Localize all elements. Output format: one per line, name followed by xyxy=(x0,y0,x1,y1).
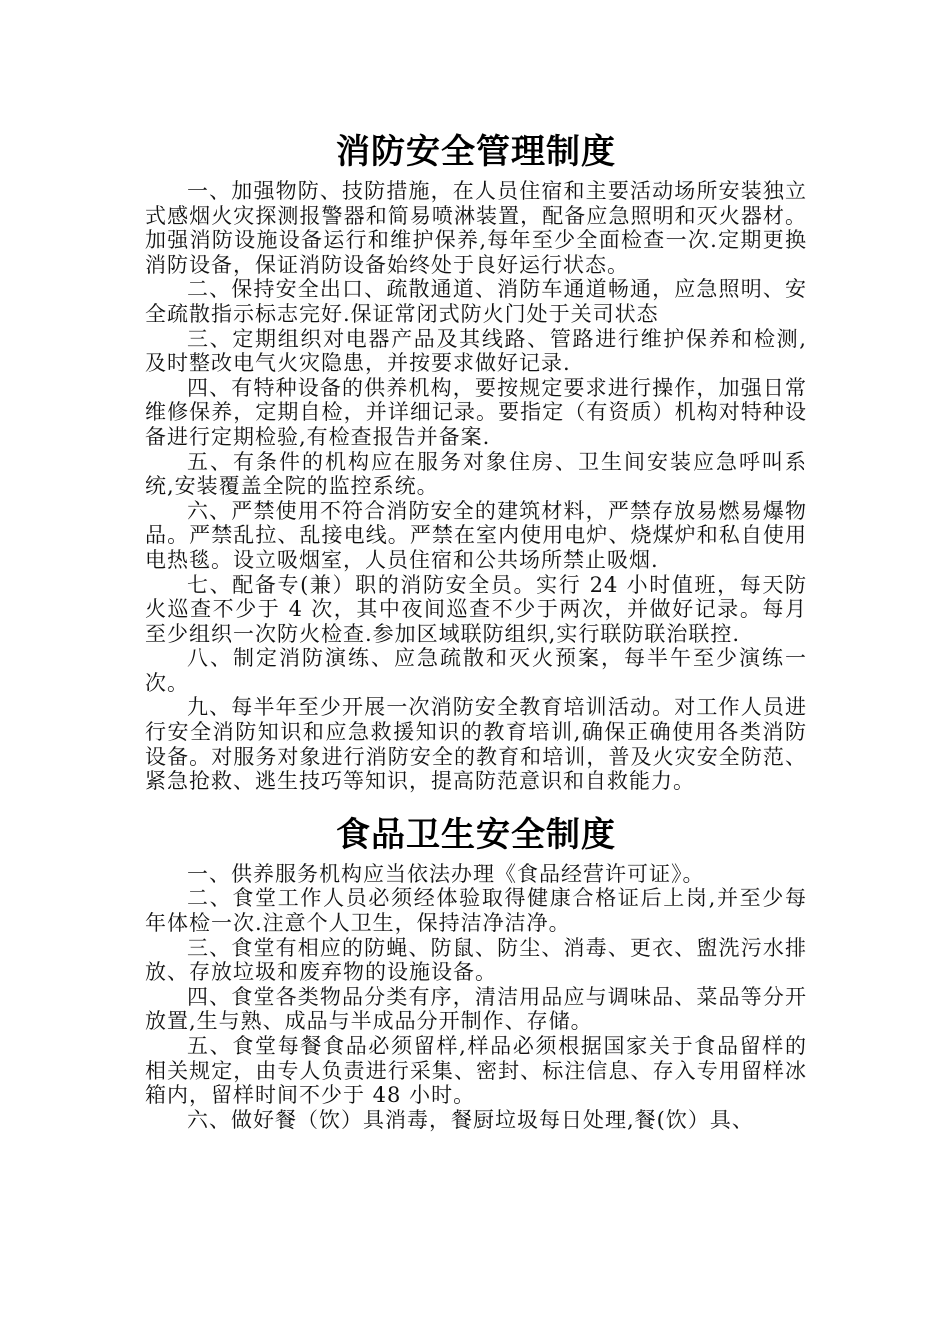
food-safety-item-2: 二、食堂工作人员必须经体验取得健康合格证后上岗,并至少每年体检一次.注意个人卫生，保持洁净洁净。 xyxy=(145,886,807,936)
fire-safety-item-3: 三、定期组织对电器产品及其线路、管路进行维护保养和检测,及时整改电气火灾隐患，并按要求做好记录. xyxy=(145,326,807,376)
fire-safety-item-5: 五、有条件的机构应在服务对象住房、卫生间安装应急呼叫系统,安装覆盖全院的监控系统。 xyxy=(145,449,807,499)
fire-safety-item-6: 六、严禁使用不符合消防安全的建筑材料，严禁存放易燃易爆物品。严禁乱拉、乱接电线。严禁在室内使用电炉、烧煤炉和私自使用电热毯。设立吸烟室，人员住宿和公共场所禁止吸烟. xyxy=(145,498,807,572)
food-safety-item-5: 五、食堂每餐食品必须留样,样品必须根据国家关于食品留样的相关规定，由专人负责进行采集、密封、标注信息、存入专用留样冰箱内，留样时间不少于 48 小时。 xyxy=(145,1034,807,1108)
food-safety-item-6: 六、做好餐（饮）具消毒，餐厨垃圾每日处理,餐(饮）具、 xyxy=(187,1107,754,1132)
food-safety-item-3: 三、食堂有相应的防蝇、防鼠、防尘、消毒、更衣、盥洗污水排放、存放垃圾和废弃物的设施设备。 xyxy=(145,935,807,985)
fire-safety-item-7: 七、配备专(兼）职的消防安全员。实行 24 小时值班，每天防火巡查不少于 4 次，其中夜间巡查不少于两次，并做好记录。每月至少组织一次防火检查.参加区域联防组织,实行联防联治联控. xyxy=(145,572,807,646)
fire-safety-item-9: 九、每半年至少开展一次消防安全教育培训活动。对工作人员进行安全消防知识和应急救援知识的教育培训,确保正确使用各类消防设备。对服务对象进行消防安全的教育和培训，普及火灾安全防范、紧急抢救、逃生技巧等知识，提高防范意识和自救能力。 xyxy=(145,695,807,794)
food-safety-item-4: 四、食堂各类物品分类有序，清洁用品应与调味品、菜品等分开放置,生与熟、成品与半成品分开制作、存储。 xyxy=(145,984,807,1034)
food-safety-item-1: 一、供养服务机构应当依法办理《食品经营许可证》。 xyxy=(187,861,705,886)
section-title-food-safety: 食品卫生安全制度 xyxy=(336,814,616,855)
fire-safety-item-8: 八、制定消防演练、应急疏散和灭火预案，每半午至少演练一次。 xyxy=(145,646,807,695)
fire-safety-item-2: 二、保持安全出口、疏散通道、消防车通道畅通，应急照明、安全疏散指示标志完好.保证常闭式防火门处于关司状态 xyxy=(145,277,807,326)
fire-safety-item-1: 一、加强物防、技防措施，在人员住宿和主要活动场所安装独立式感烟火灾探测报警器和简易喷淋装置，配备应急照明和灭火器材。加强消防设施设备运行和维护保养,每年至少全面检查一次.定期更换消防设备，保证消防设备始终处于良好运行状态。 xyxy=(145,179,807,277)
document-page xyxy=(145,125,807,1132)
fire-safety-item-4: 四、有特种设备的供养机构，要按规定要求进行操作，加强日常维修保养，定期自检，并详细记录。要指定（有资质）机构对特种设备进行定期检验,有检查报告并备案. xyxy=(145,375,807,449)
section-title-fire-safety: 消防安全管理制度 xyxy=(336,132,616,172)
